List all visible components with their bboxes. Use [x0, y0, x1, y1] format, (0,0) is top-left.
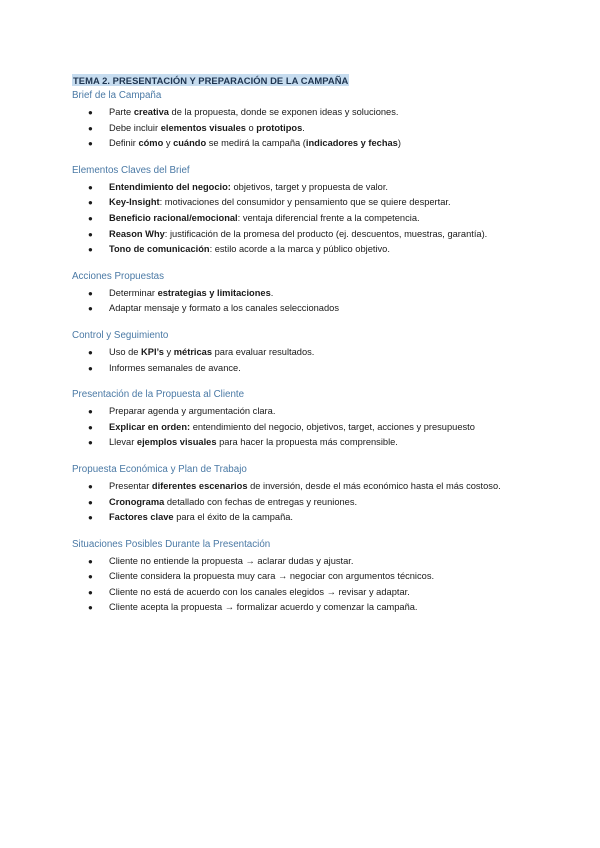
bullet-icon: ●	[88, 407, 93, 417]
bullet-icon: ●	[88, 108, 93, 117]
text: para hacer la propuesta más comprensible.	[216, 437, 398, 448]
text: Presentar	[109, 480, 152, 491]
bullet-icon: ●	[88, 229, 93, 239]
list-item	[72, 435, 542, 451]
section-heading: Propuesta Económica y Plan de Trabajo	[72, 463, 247, 475]
bold-text: cuándo	[173, 138, 207, 149]
text: entendimiento del negocio, objetivos, target, acciones y presupuesto	[190, 421, 475, 432]
section-heading: Presentación de la Propuesta al Cliente	[72, 389, 245, 401]
text: de la propuesta, donde se exponen ideas y soluciones.	[168, 107, 399, 117]
bullet-list	[72, 105, 542, 152]
bullet-icon: ●	[88, 304, 93, 314]
bullet-list	[72, 286, 542, 317]
list-item	[72, 361, 542, 377]
text: Adaptar mensaje y formato a los canales seleccionados	[109, 303, 339, 314]
bullet-icon: ●	[88, 603, 93, 613]
bold-text: Factores clave	[109, 512, 174, 523]
bullet-list	[72, 479, 542, 526]
bullet-icon: ●	[88, 497, 93, 507]
section	[72, 89, 542, 152]
bold-text: Beneficio racional/emocional	[109, 212, 238, 223]
section	[72, 388, 542, 451]
text: de inversión, desde el más económico hasta el más costoso.	[247, 480, 501, 491]
list-item	[72, 105, 542, 121]
list-item	[72, 420, 542, 436]
bold-text: Cronograma	[109, 496, 165, 507]
text: : ventaja diferencial frente a la competencia.	[237, 212, 420, 223]
bullet-icon: ●	[88, 481, 93, 491]
section-heading: Control y Seguimiento	[72, 329, 169, 341]
text: Cliente no está de acuerdo con los canales elegidos → revisar y adaptar.	[109, 586, 410, 597]
bullet-icon: ●	[88, 422, 93, 432]
text: : justificación de la promesa del producto (ej. descuentos, muestras, garantía).	[164, 228, 488, 239]
text: Cliente considera la propuesta muy cara → negociar con argumentos técnicos.	[109, 571, 435, 582]
text: se medirá la campaña (	[206, 138, 306, 149]
bold-text: Key-Insight	[109, 197, 160, 208]
bold-text: elementos visuales	[160, 122, 246, 133]
list-item	[72, 569, 542, 585]
list-item	[72, 180, 542, 196]
list-item	[72, 286, 542, 302]
text: Uso de	[109, 346, 142, 357]
document-title: TEMA 2. PRESENTACIÓN Y PREPARACIÓN DE LA CAMPAÑA	[73, 75, 349, 86]
text: Debe incluir	[109, 122, 161, 133]
bullet-icon: ●	[88, 438, 93, 448]
text: .	[302, 122, 305, 133]
bullet-icon: ●	[88, 363, 93, 373]
list-item	[72, 121, 542, 137]
section	[72, 270, 542, 317]
bullet-icon: ●	[88, 245, 93, 255]
document-page	[72, 71, 542, 628]
text: : estilo acorde a la marca y público objetivo.	[209, 244, 390, 255]
text: Llevar	[109, 437, 137, 448]
text: Definir	[109, 138, 139, 149]
sections-container	[72, 89, 542, 616]
list-item	[72, 345, 542, 361]
bold-text: indicadores y fechas	[305, 138, 398, 149]
bullet-icon: ●	[88, 513, 93, 523]
list-item	[72, 301, 542, 317]
bullet-icon: ●	[88, 556, 93, 566]
bullet-list	[72, 345, 542, 376]
bullet-list	[72, 404, 542, 451]
list-item	[72, 479, 542, 495]
text: )	[397, 138, 401, 149]
bold-text: creativa	[133, 107, 169, 117]
text: .	[270, 287, 274, 298]
bold-text: prototipos	[256, 122, 303, 133]
bold-text: cómo	[138, 138, 164, 149]
list-item	[72, 495, 542, 511]
bullet-icon: ●	[88, 572, 93, 582]
section	[72, 164, 542, 258]
bullet-icon: ●	[88, 139, 93, 149]
bullet-icon: ●	[88, 123, 93, 133]
text: Cliente no entiende la propuesta → aclarar dudas y ajustar.	[109, 555, 354, 566]
text: y	[163, 346, 174, 357]
bullet-icon: ●	[88, 182, 93, 192]
text: Determinar	[109, 287, 158, 298]
bullet-icon: ●	[88, 347, 93, 357]
section-heading: Acciones Propuestas	[72, 270, 165, 282]
bold-text: KPI’s	[141, 346, 164, 357]
text: Informes semanales de avance.	[109, 362, 241, 373]
section-heading: Brief de la Campaña	[72, 90, 162, 101]
list-item	[72, 404, 542, 420]
list-item	[72, 227, 542, 243]
list-item	[72, 510, 542, 526]
list-item	[72, 600, 542, 616]
section	[72, 538, 542, 616]
text: y	[163, 138, 174, 149]
text: detallado con fechas de entregas y reuniones.	[164, 496, 358, 507]
bullet-icon: ●	[88, 213, 93, 223]
text: objetivos, target y propuesta de valor.	[230, 181, 389, 192]
bullet-list	[72, 554, 542, 616]
section	[72, 463, 542, 526]
list-item	[72, 585, 542, 601]
list-item	[72, 136, 542, 152]
bold-text: Tono de comunicación	[109, 244, 210, 255]
bold-text: diferentes escenarios	[151, 480, 248, 491]
bold-text: Entendimiento del negocio:	[109, 181, 231, 192]
bold-text: métricas	[173, 346, 213, 357]
list-item	[72, 242, 542, 258]
text: : motivaciones del consumidor y pensamiento que se quiere despertar.	[159, 197, 451, 208]
list-item	[72, 195, 542, 211]
bullet-list	[72, 180, 542, 258]
bold-text: Reason Why	[109, 228, 165, 239]
text: para el éxito de la campaña.	[173, 512, 293, 523]
bold-text: ejemplos visuales	[136, 437, 217, 448]
bold-text: estrategias y limitaciones	[157, 287, 271, 298]
section-heading: Elementos Claves del Brief	[72, 164, 190, 176]
list-item	[72, 554, 542, 570]
section-heading: Situaciones Posibles Durante la Presentación	[72, 538, 271, 550]
section	[72, 329, 542, 376]
text: Cliente acepta la propuesta → formalizar acuerdo y comenzar la campaña.	[109, 602, 418, 613]
bold-text: Explicar en orden:	[109, 421, 191, 432]
text: o	[245, 122, 257, 133]
text: Preparar agenda y argumentación clara.	[109, 406, 276, 417]
text: Parte	[109, 107, 134, 117]
list-item	[72, 211, 542, 227]
text: para evaluar resultados.	[212, 346, 315, 357]
bullet-icon: ●	[88, 587, 93, 597]
bullet-icon: ●	[88, 198, 93, 208]
bullet-icon: ●	[88, 288, 93, 298]
